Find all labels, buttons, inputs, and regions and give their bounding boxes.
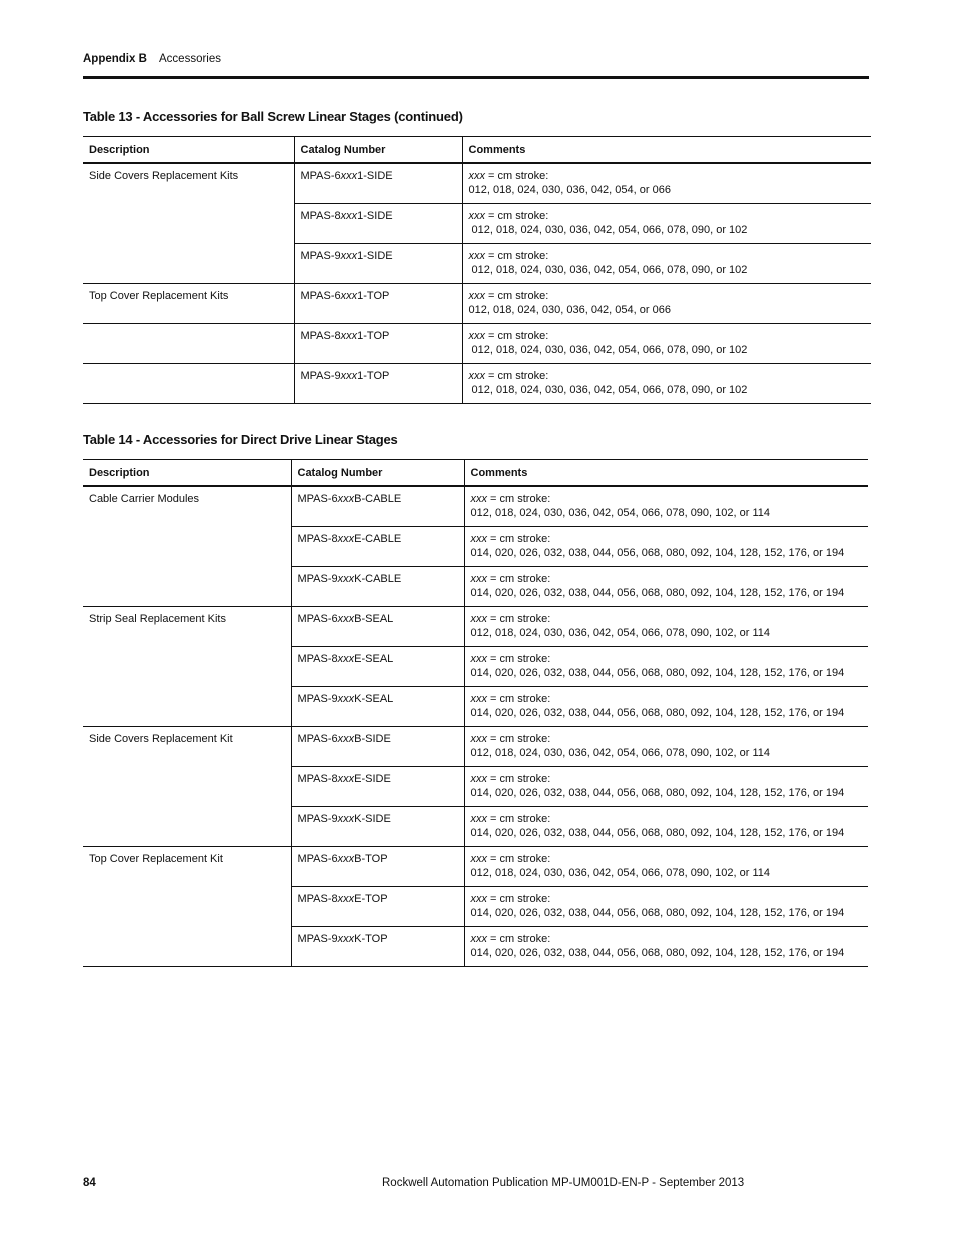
stroke-values: 012, 018, 024, 030, 036, 042, 054, 066, 078, 090, or 102 <box>468 344 748 356</box>
stroke-definition <box>469 209 866 223</box>
comments-cell <box>464 687 868 727</box>
stroke-label: = cm stroke: <box>487 893 551 905</box>
stroke-values: 014, 020, 026, 032, 038, 044, 056, 068, 080, 092, 104, 128, 152, 176, or 194 <box>470 547 845 559</box>
stroke-variable: xxx <box>468 330 485 342</box>
catalog-variable: xxx <box>340 210 358 222</box>
comments-cell <box>464 727 868 767</box>
stroke-label: = cm stroke: <box>487 933 551 945</box>
stroke-values: 014, 020, 026, 032, 038, 044, 056, 068, 080, 092, 104, 128, 152, 176, or 194 <box>470 947 845 959</box>
catalog-prefix: MPAS-6 <box>300 290 341 302</box>
stroke-variable: xxx <box>468 170 485 182</box>
description-cell <box>83 807 291 847</box>
comments-cell <box>464 927 868 967</box>
stroke-label: = cm stroke: <box>485 170 549 182</box>
catalog-prefix: MPAS-6 <box>300 170 341 182</box>
stroke-values: 012, 018, 024, 030, 036, 042, 054, or 066 <box>468 184 671 196</box>
stroke-values: 012, 018, 024, 030, 036, 042, 054, 066, 078, 090, or 102 <box>468 224 748 236</box>
stroke-label: = cm stroke: <box>487 813 551 825</box>
col-header-catalog-number: Catalog Number <box>291 460 464 487</box>
catalog-variable: xxx <box>337 813 355 825</box>
catalog-number-cell <box>291 687 464 727</box>
catalog-variable: xxx <box>340 290 358 302</box>
catalog-suffix: E-TOP <box>354 893 388 905</box>
stroke-variable: xxx <box>470 733 487 745</box>
catalog-prefix: MPAS-8 <box>297 653 338 665</box>
description-cell <box>83 324 294 364</box>
table-row <box>83 567 868 607</box>
catalog-variable: xxx <box>337 693 355 705</box>
stroke-values: 014, 020, 026, 032, 038, 044, 056, 068, 080, 092, 104, 128, 152, 176, or 194 <box>470 787 845 799</box>
stroke-label: = cm stroke: <box>487 853 551 865</box>
stroke-definition <box>471 492 863 506</box>
table-row <box>83 727 868 767</box>
stroke-variable: xxx <box>470 693 487 705</box>
description-cell: Top Cover Replacement Kits <box>83 284 294 324</box>
catalog-number-cell <box>294 204 462 244</box>
catalog-prefix: MPAS-9 <box>300 250 341 262</box>
catalog-number-cell <box>294 244 462 284</box>
stroke-values: 012, 018, 024, 030, 036, 042, 054, 066, 078, 090, 102, or 114 <box>470 507 770 519</box>
stroke-variable: xxx <box>470 893 487 905</box>
catalog-variable: xxx <box>337 613 355 625</box>
comments-cell <box>462 324 871 364</box>
catalog-variable: xxx <box>337 893 355 905</box>
publication-info: Rockwell Automation Publication MP-UM001D-EN-P - September 2013 <box>382 1177 745 1189</box>
table13-header-row <box>83 137 871 164</box>
catalog-prefix: MPAS-9 <box>297 693 338 705</box>
stroke-variable: xxx <box>470 613 487 625</box>
col-header-catalog-number: Catalog Number <box>294 137 462 164</box>
col-header-description: Description <box>83 137 294 164</box>
table-row <box>83 887 868 927</box>
stroke-definition <box>471 812 863 826</box>
stroke-definition <box>471 892 863 906</box>
catalog-number-cell <box>294 163 462 204</box>
running-header <box>83 52 869 79</box>
catalog-suffix: E-CABLE <box>354 533 402 545</box>
table-row <box>83 607 868 647</box>
stroke-label: = cm stroke: <box>485 330 549 342</box>
stroke-label: = cm stroke: <box>487 653 551 665</box>
catalog-variable: xxx <box>337 933 355 945</box>
catalog-number-cell <box>294 364 462 404</box>
comments-cell <box>464 647 868 687</box>
catalog-prefix: MPAS-8 <box>300 330 341 342</box>
stroke-values: 012, 018, 024, 030, 036, 042, 054, 066, 078, 090, 102, or 114 <box>470 747 770 759</box>
stroke-variable: xxx <box>468 370 485 382</box>
catalog-suffix: K-TOP <box>354 933 388 945</box>
stroke-definition <box>469 289 866 303</box>
catalog-number-cell <box>291 527 464 567</box>
catalog-variable: xxx <box>337 773 355 785</box>
stroke-variable: xxx <box>468 210 485 222</box>
catalog-prefix: MPAS-6 <box>297 493 338 505</box>
stroke-definition <box>471 652 863 666</box>
catalog-prefix: MPAS-8 <box>300 210 341 222</box>
catalog-suffix: 1-SIDE <box>357 170 393 182</box>
comments-cell <box>464 486 868 527</box>
stroke-variable: xxx <box>470 493 487 505</box>
table13-caption: Table 13 - Accessories for Ball Screw Linear Stages (continued) <box>83 109 463 124</box>
catalog-variable: xxx <box>340 170 358 182</box>
catalog-suffix: E-SEAL <box>354 653 394 665</box>
description-cell: Top Cover Replacement Kit <box>89 853 223 865</box>
description-cell <box>83 887 291 927</box>
catalog-number-cell <box>291 567 464 607</box>
stroke-variable: xxx <box>468 250 485 262</box>
stroke-variable: xxx <box>470 533 487 545</box>
table-row <box>83 687 868 727</box>
stroke-values: 014, 020, 026, 032, 038, 044, 056, 068, 080, 092, 104, 128, 152, 176, or 194 <box>470 667 845 679</box>
stroke-definition <box>471 932 863 946</box>
stroke-label: = cm stroke: <box>487 773 551 785</box>
catalog-suffix: K-SIDE <box>354 813 391 825</box>
table14 <box>83 459 868 967</box>
catalog-suffix: B-TOP <box>354 853 388 865</box>
catalog-prefix: MPAS-8 <box>297 893 338 905</box>
comments-cell <box>464 607 868 647</box>
stroke-variable: xxx <box>470 933 487 945</box>
catalog-prefix: MPAS-6 <box>297 613 338 625</box>
stroke-label: = cm stroke: <box>485 290 549 302</box>
table-row <box>83 767 868 807</box>
catalog-variable: xxx <box>337 533 355 545</box>
comments-cell <box>464 527 868 567</box>
stroke-definition <box>471 852 863 866</box>
catalog-suffix: B-SIDE <box>354 733 391 745</box>
catalog-number-cell <box>291 927 464 967</box>
catalog-suffix: 1-TOP <box>357 370 390 382</box>
catalog-number-cell <box>291 847 464 887</box>
catalog-prefix: MPAS-9 <box>297 573 338 585</box>
description-cell <box>83 204 294 244</box>
col-header-comments: Comments <box>464 460 868 487</box>
comments-cell <box>462 204 871 244</box>
catalog-number-cell <box>294 284 462 324</box>
stroke-label: = cm stroke: <box>485 210 549 222</box>
description-cell <box>83 567 291 607</box>
catalog-variable: xxx <box>340 370 358 382</box>
stroke-values: 014, 020, 026, 032, 038, 044, 056, 068, 080, 092, 104, 128, 152, 176, or 194 <box>470 587 845 599</box>
table-row <box>83 204 871 244</box>
stroke-definition <box>471 572 863 586</box>
catalog-variable: xxx <box>337 733 355 745</box>
stroke-label: = cm stroke: <box>487 733 551 745</box>
stroke-values: 012, 018, 024, 030, 036, 042, 054, 066, 078, 090, 102, or 114 <box>470 867 770 879</box>
catalog-number-cell <box>291 767 464 807</box>
table-row <box>83 847 868 887</box>
table14-caption: Table 14 - Accessories for Direct Drive Linear Stages <box>83 432 398 447</box>
catalog-number-cell <box>291 807 464 847</box>
table14-header-row <box>83 460 868 487</box>
stroke-definition <box>469 169 866 183</box>
page-number: 84 <box>83 1177 96 1189</box>
description-cell <box>83 527 291 567</box>
stroke-label: = cm stroke: <box>487 533 551 545</box>
catalog-suffix: 1-SIDE <box>357 210 393 222</box>
stroke-values: 014, 020, 026, 032, 038, 044, 056, 068, 080, 092, 104, 128, 152, 176, or 194 <box>470 907 845 919</box>
stroke-values: 012, 018, 024, 030, 036, 042, 054, 066, 078, 090, or 102 <box>468 264 748 276</box>
description-cell: Cable Carrier Modules <box>89 493 200 505</box>
stroke-label: = cm stroke: <box>485 250 549 262</box>
catalog-suffix: K-SEAL <box>354 693 394 705</box>
description-cell <box>83 927 291 967</box>
stroke-definition <box>471 612 863 626</box>
description-cell <box>83 244 294 284</box>
stroke-values: 012, 018, 024, 030, 036, 042, 054, 066, 078, 090, or 102 <box>468 384 748 396</box>
comments-cell <box>462 284 871 324</box>
stroke-label: = cm stroke: <box>487 613 551 625</box>
appendix-label: Appendix B <box>83 53 147 65</box>
col-header-description: Description <box>83 460 291 487</box>
catalog-prefix: MPAS-6 <box>297 733 338 745</box>
catalog-prefix: MPAS-9 <box>300 370 341 382</box>
stroke-definition <box>469 329 866 343</box>
stroke-label: = cm stroke: <box>485 370 549 382</box>
description-cell: Side Covers Replacement Kits <box>89 170 239 182</box>
catalog-prefix: MPAS-9 <box>297 933 338 945</box>
catalog-number-cell <box>294 324 462 364</box>
catalog-prefix: MPAS-8 <box>297 533 338 545</box>
stroke-definition <box>471 692 863 706</box>
catalog-variable: xxx <box>337 653 355 665</box>
table-row <box>83 647 868 687</box>
table-row <box>83 527 868 567</box>
stroke-definition <box>469 249 866 263</box>
catalog-prefix: MPAS-9 <box>297 813 338 825</box>
catalog-prefix: MPAS-8 <box>297 773 338 785</box>
stroke-definition <box>469 369 866 383</box>
description-cell <box>83 767 291 807</box>
comments-cell <box>464 567 868 607</box>
description-cell: Side Covers Replacement Kit <box>89 733 233 745</box>
table-row <box>83 364 871 404</box>
catalog-number-cell <box>291 727 464 767</box>
catalog-variable: xxx <box>337 853 355 865</box>
comments-cell <box>464 847 868 887</box>
catalog-variable: xxx <box>337 573 355 585</box>
stroke-variable: xxx <box>470 773 487 785</box>
stroke-label: = cm stroke: <box>487 573 551 585</box>
catalog-prefix: MPAS-6 <box>297 853 338 865</box>
comments-cell <box>464 807 868 847</box>
table-row <box>83 807 868 847</box>
stroke-values: 014, 020, 026, 032, 038, 044, 056, 068, 080, 092, 104, 128, 152, 176, or 194 <box>470 827 845 839</box>
stroke-label: = cm stroke: <box>487 493 551 505</box>
description-cell <box>83 364 294 404</box>
catalog-suffix: 1-TOP <box>357 330 390 342</box>
stroke-variable: xxx <box>470 853 487 865</box>
stroke-definition <box>471 532 863 546</box>
table-row <box>83 486 868 527</box>
comments-cell <box>462 163 871 204</box>
catalog-variable: xxx <box>340 250 358 262</box>
description-cell <box>83 687 291 727</box>
catalog-number-cell <box>291 486 464 527</box>
table13 <box>83 136 871 404</box>
comments-cell <box>464 767 868 807</box>
catalog-number-cell <box>291 607 464 647</box>
catalog-number-cell <box>291 647 464 687</box>
catalog-suffix: B-SEAL <box>354 613 394 625</box>
catalog-suffix: 1-SIDE <box>357 250 393 262</box>
stroke-definition <box>471 732 863 746</box>
table-row <box>83 324 871 364</box>
section-label: Accessories <box>159 53 221 65</box>
table-row <box>83 163 871 204</box>
catalog-suffix: K-CABLE <box>354 573 402 585</box>
stroke-label: = cm stroke: <box>487 693 551 705</box>
stroke-values: 012, 018, 024, 030, 036, 042, 054, 066, 078, 090, 102, or 114 <box>470 627 770 639</box>
catalog-number-cell <box>291 887 464 927</box>
comments-cell <box>464 887 868 927</box>
catalog-variable: xxx <box>340 330 358 342</box>
stroke-variable: xxx <box>468 290 485 302</box>
stroke-values: 012, 018, 024, 030, 036, 042, 054, or 066 <box>468 304 671 316</box>
table-row <box>83 244 871 284</box>
table-row <box>83 927 868 967</box>
stroke-variable: xxx <box>470 653 487 665</box>
stroke-definition <box>471 772 863 786</box>
description-cell <box>83 647 291 687</box>
stroke-values: 014, 020, 026, 032, 038, 044, 056, 068, 080, 092, 104, 128, 152, 176, or 194 <box>470 707 845 719</box>
catalog-variable: xxx <box>337 493 355 505</box>
stroke-variable: xxx <box>470 813 487 825</box>
catalog-suffix: 1-TOP <box>357 290 390 302</box>
comments-cell <box>462 364 871 404</box>
catalog-suffix: E-SIDE <box>354 773 391 785</box>
catalog-suffix: B-CABLE <box>354 493 402 505</box>
stroke-variable: xxx <box>470 573 487 585</box>
table-row <box>83 284 871 324</box>
comments-cell <box>462 244 871 284</box>
description-cell: Strip Seal Replacement Kits <box>89 613 226 625</box>
col-header-comments: Comments <box>462 137 871 164</box>
